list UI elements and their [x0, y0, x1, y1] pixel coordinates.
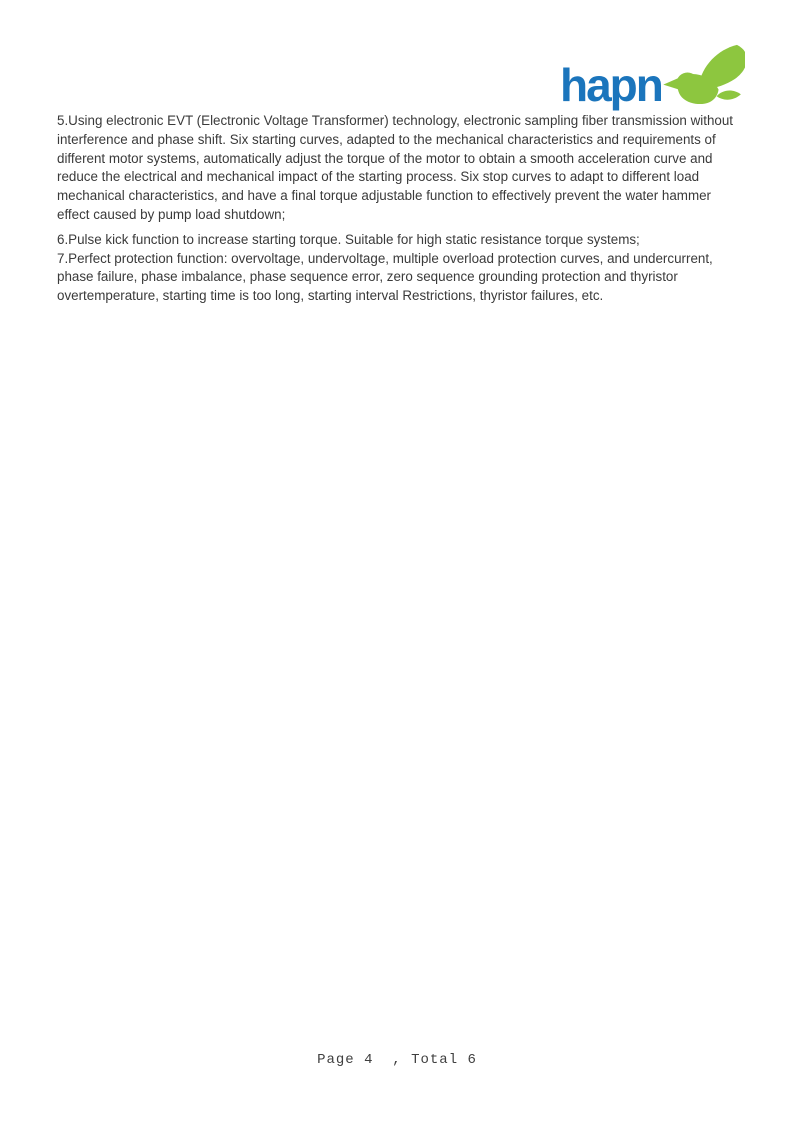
dove-leaf-icon: [663, 42, 745, 106]
paragraph-6-pulse-kick: 6.Pulse kick function to increase starting torque. Suitable for high static resistance torque systems;: [57, 231, 640, 247]
paragraph-7-protection-function: 7.Perfect protection function: overvoltage, undervoltage, multiple overload protection curves, and undercurrent, phase failure, phase imbalance, phase sequence error, zero sequence grounding protection and thyristor overtemperature, starting time is too long, starting interval Restrictions, thyristor failures, etc.: [57, 250, 713, 304]
hapn-logo: [560, 42, 745, 112]
document-body: [57, 112, 743, 306]
page-number-footer: Page 4 , Total 6: [317, 1052, 477, 1068]
paragraph-5-evt-technology: 5.Using electronic EVT (Electronic Voltage Transformer) technology, electronic sampling fiber transmission without interference and phase shift. Six starting curves, adapted to the mechanical characteristics and requirements of different motor systems, automatically adjust the torque of the motor to obtain a smooth acceleration curve and reduce the electrical and mechanical impact of the starting process. Six stop curves to adapt to different load mechanical characteristics, and have a final torque adjustable function to effectively prevent the water hammer effect caused by pump load shutdown;: [57, 113, 734, 222]
hapn-wordmark: hapn: [560, 59, 662, 112]
